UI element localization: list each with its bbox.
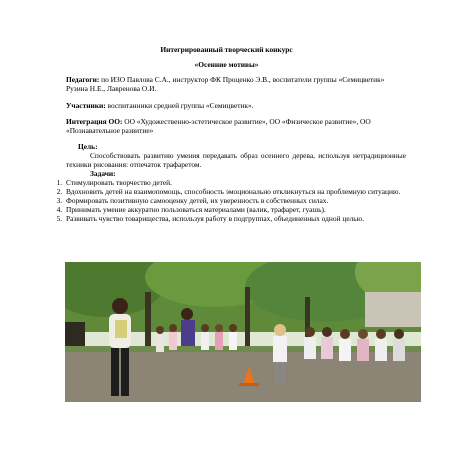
goal-label: Цель: [78,142,98,151]
goal-text: Способствовать развитию умения передавать образ осеннего дерева, используя нетрадиционные техники рисования: отпечаток трафаретом. [66,151,406,170]
photo-illustration [65,262,421,402]
integration-paragraph [66,117,406,135]
tasks-list [44,178,438,223]
tree-trunk [245,287,250,347]
integration-text: ОО «Художественно-эстетическое развитие», ОО «Физическое развитие», ОО «Познавательное развитие» [66,117,371,136]
participants-paragraph [66,101,406,110]
tree-trunk [145,292,151,352]
document-title: Интегрированный творческий конкурс [160,45,293,54]
tasks-label: Задачи: [90,169,116,178]
task-item: 5. Развивать чувство товарищества, используя работу в подгруппах, объединенных одной целью. [64,214,438,223]
document-subtitle: «Осенние мотивы» [194,60,259,69]
integration-label: Интеграция ОО: [66,117,123,126]
teachers-paragraph [66,75,406,93]
task-item: 3. Формировать позитивную самооценку детей, их уверенность в собственных силах. [64,196,438,205]
participants-label: Участники: [66,101,106,110]
outdoor-group-photo [65,262,421,402]
participants-text: воспитанники средней группы «Семицветик». [105,101,254,110]
background-building [365,292,421,327]
task-item: 2. Вдохновить детей на взаимопомощь, способность эмоционально откликнуться на проблемную ситуацию. [64,187,438,196]
task-item: 4. Принимать умение аккуратно пользоваться материалами (валик, трафарет, гуашь). [64,205,438,214]
task-item: 1. Стимулировать творчество детей. [64,178,438,187]
teachers-label: Педагоги: [66,75,100,84]
teachers-text: по ИЗО Павлова С.А., инструктор ФК Проценко Э.В., воспитатели группы «Семицветик» Рузина Н.Е., Лавренова О.И. [66,75,385,94]
